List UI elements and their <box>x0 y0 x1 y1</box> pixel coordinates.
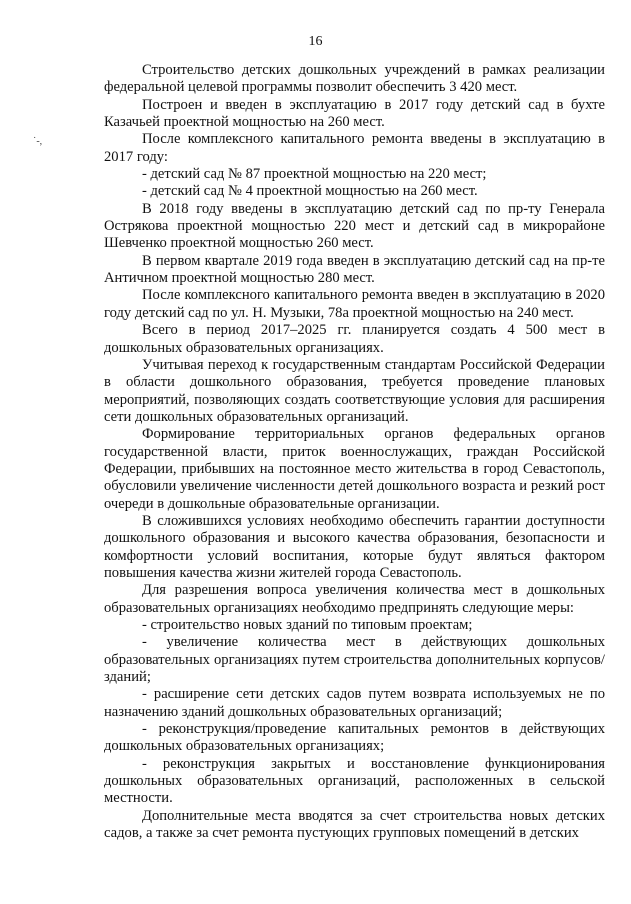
margin-mark: ˙-, <box>33 136 43 147</box>
paragraph: Для разрешения вопроса увеличения количества мест в дошкольных образовательных организациях необходимо предпринять следующие меры: <box>104 582 605 616</box>
paragraph: В первом квартале 2019 года введен в эксплуатацию детский сад на пр-те Античном проектной мощностью 280 мест. <box>104 252 605 287</box>
list-item: - увеличение количества мест в действующих дошкольных образовательных организациях путем строительства дополнительных корпусов/зданий; <box>104 634 605 686</box>
list-item: - детский сад № 4 проектной мощностью на 260 мест. <box>142 183 478 200</box>
paragraph: После комплексного капитального ремонта введены в эксплуатацию в 2017 году: <box>104 131 605 165</box>
paragraph: Построен и введен в эксплуатацию в 2017 году детский сад в бухте Казачьей проектной мощностью на 260 мест. <box>104 96 605 131</box>
paragraph: После комплексного капитального ремонта введен в эксплуатацию в 2020 году детский сад по ул. Н. Музыки, 78а проектной мощностью на 240 мест. <box>104 287 605 321</box>
page-number: 16 <box>308 34 323 49</box>
paragraph: В 2018 году введены в эксплуатацию детский сад по пр-ту Генерала Острякова проектной мощностью 220 мест и детский сад в микрорайоне Шевченко проектной мощностью 260 мест. <box>104 200 605 252</box>
paragraph: Всего в период 2017–2025 гг. планируется создать 4 500 мест в дошкольных образовательных организациях. <box>104 322 605 356</box>
list-item: - расширение сети детских садов путем возврата используемых не по назначению зданий дошкольных образовательных организаций; <box>104 686 605 720</box>
paragraph: Формирование территориальных органов федеральных органов государственной власти, приток военнослужащих, граждан Российской Федерации, прибывших на постоянное место жительства в город Севастополь, обусловили увеличение численности детей дошкольного возраста и резкий рост очереди в дошкольные образовательные организации. <box>104 426 605 512</box>
paragraph: Учитывая переход к государственным стандартам Российской Федерации в области дошкольного образования, требуется проведение плановых мероприятий, позволяющих создать соответствующие условия для расширения сети дошкольных образовательных организаций. <box>104 356 605 425</box>
list-item: - строительство новых зданий по типовым проектам; <box>142 617 473 633</box>
list-item: - реконструкция/проведение капитальных ремонтов в действующих дошкольных образовательных организациях; <box>104 721 605 755</box>
paragraph: Дополнительные места вводятся за счет строительства новых детских садов, а также за счет ремонта пустующих групповых помещений в детских <box>104 807 605 842</box>
list-item: - реконструкция закрытых и восстановление функционирования дошкольных образовательных организаций, расположенных в сельской местности. <box>104 755 605 807</box>
document-body <box>104 62 605 842</box>
paragraph: В сложившихся условиях необходимо обеспечить гарантии доступности дошкольного образования и высокого качества образования, безопасности и комфортности условий воспитания, которые будут являться фактором повышения качества жизни жителей города Севастополь. <box>104 512 605 581</box>
list-item: - детский сад № 87 проектной мощностью на 220 мест; <box>142 166 487 183</box>
paragraph: Строительство детских дошкольных учреждений в рамках реализации федеральной целевой программы позволит обеспечить 3 420 мест. <box>104 62 605 96</box>
